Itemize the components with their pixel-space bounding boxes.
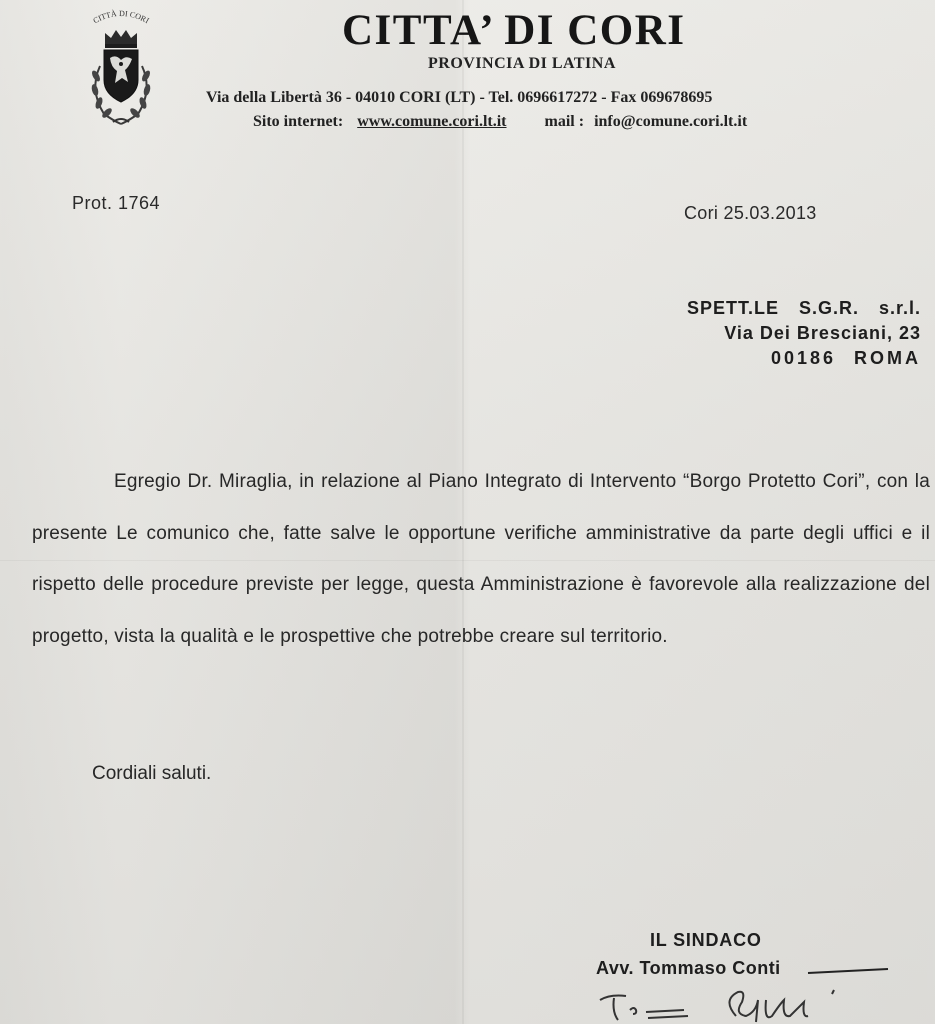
recipient-block bbox=[687, 296, 921, 371]
recipient-company: SPETT.LE S.G.R. s.r.l. bbox=[686, 298, 921, 318]
body-paragraph: Egregio Dr. Miraglia, in relazione al Piano Integrato di Intervento “Borgo Protetto Cori”, con la presente Le comunico che, fatte salve le opportune verifiche amministrative da parte degli uffici e il rispetto delle procedure previste per legge, questa Amministrazione è favorevole alla realizzazione del progetto, vista la qualità e le prospettive che potrebbe creare sul territorio. bbox=[32, 471, 930, 647]
signatory-title: IL SINDACO bbox=[650, 930, 762, 950]
website-link[interactable]: www.comune.cori.lt.it bbox=[357, 113, 507, 130]
website-label: Sito internet: bbox=[253, 113, 344, 130]
protocol-number: Prot. 1764 bbox=[72, 193, 161, 213]
letter-body bbox=[32, 456, 930, 662]
letterhead-contact-row bbox=[253, 113, 747, 131]
letterhead-address: Via della Libertà 36 - 04010 CORI (LT) - Tel. 0696617272 - Fax 069678695 bbox=[206, 89, 713, 106]
recipient-street: Via Dei Bresciani, 23 bbox=[724, 323, 921, 343]
letterhead-province: PROVINCIA DI LATINA bbox=[428, 55, 616, 72]
svg-text:CITTÀ DI CORI bbox=[92, 8, 151, 25]
municipal-crest-icon bbox=[80, 6, 162, 128]
handwritten-signature bbox=[596, 982, 866, 1024]
letter-date: Cori 25.03.2013 bbox=[684, 203, 817, 223]
recipient-city: 00186 ROMA bbox=[770, 348, 921, 368]
mail-label: mail : bbox=[544, 113, 585, 130]
letterhead-title: CITTA’ DI CORI bbox=[342, 7, 686, 54]
mail-address[interactable]: info@comune.cori.lt.it bbox=[594, 113, 748, 130]
signatory-name: Avv. Tommaso Conti bbox=[596, 958, 781, 978]
crest-motto: CITTÀ DI CORI bbox=[91, 8, 151, 26]
closing-salutation: Cordiali saluti. bbox=[92, 763, 212, 784]
signature-stroke-icon bbox=[806, 966, 890, 978]
